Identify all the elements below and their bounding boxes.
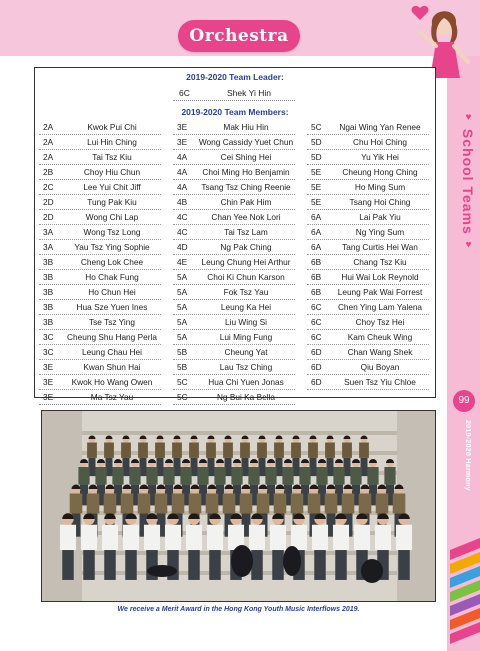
member-row <box>307 270 429 285</box>
member-row <box>307 300 429 315</box>
member-class: 5D <box>311 137 322 147</box>
member-name: Choi Ming Ho Benjamin <box>202 167 290 177</box>
member-name: Chin Pak Him <box>220 197 272 207</box>
member-row <box>39 270 161 285</box>
member-row <box>307 315 429 330</box>
member-row <box>307 165 429 180</box>
member-class: 3A <box>43 227 54 237</box>
members-column-2 <box>173 120 295 405</box>
member-name: Chan Yee Nok Lori <box>211 212 281 222</box>
member-row <box>39 360 161 375</box>
member-class: 2A <box>43 152 54 162</box>
member-row <box>307 135 429 150</box>
member-row <box>39 240 161 255</box>
leader-row <box>173 86 295 101</box>
member-name: Lui Hin Ching <box>87 137 137 147</box>
member-name: Choy Hiu Chun <box>83 167 141 177</box>
member-row <box>39 255 161 270</box>
member-class: 2A <box>43 122 54 132</box>
member-class: 4A <box>177 152 188 162</box>
member-row <box>173 225 295 240</box>
member-row <box>307 375 429 390</box>
member-name: Lau Tsz Ching <box>219 362 273 372</box>
member-class: 2C <box>43 182 54 192</box>
members-column-3 <box>307 120 429 390</box>
member-name: Wong Tsz Long <box>83 227 141 237</box>
member-row <box>39 330 161 345</box>
member-row <box>307 330 429 345</box>
team-photo-image <box>42 411 436 602</box>
member-name: Ng Pak Ching <box>220 242 272 252</box>
member-name: Hua Sze Yuen Ines <box>76 302 148 312</box>
photo-caption: We receive a Merit Award in the Hong Kong Youth Music Interflows 2019. <box>117 606 360 613</box>
member-name: Liu Wing Si <box>225 317 267 327</box>
member-row <box>307 240 429 255</box>
member-name: Ng Ying Sum <box>355 227 405 237</box>
member-row <box>39 390 161 405</box>
member-name: Cei Shing Hei <box>220 152 272 162</box>
member-class: 3B <box>43 302 54 312</box>
member-name: Tang Curtis Hei Wan <box>342 242 418 252</box>
member-class: 5C <box>177 392 188 402</box>
member-name: Chen Ying Lam Yalena <box>337 302 423 312</box>
year-vertical-label: 2019-2020 Harmony <box>464 420 471 491</box>
members-heading: 2019-2020 Team Members: <box>181 107 289 117</box>
member-name: Chu Hoi Ching <box>353 137 407 147</box>
member-class: 6A <box>311 227 322 237</box>
member-class: 4D <box>177 242 188 252</box>
member-row <box>173 255 295 270</box>
member-class: 2D <box>43 197 54 207</box>
member-row <box>39 180 161 195</box>
member-class: 3E <box>43 362 54 372</box>
member-name: Ma Tsz Yau <box>90 392 134 402</box>
member-row <box>39 375 161 390</box>
member-row <box>39 300 161 315</box>
member-name: Tung Pak Kiu <box>87 197 137 207</box>
member-class: 5A <box>177 287 188 297</box>
leader-class: 6C <box>179 88 190 98</box>
member-name: Chang Tsz Kiu <box>353 257 407 267</box>
member-row <box>307 345 429 360</box>
member-name: Tsang Tsz Ching Reenie <box>201 182 291 192</box>
member-name: Lai Pak Yiu <box>359 212 401 222</box>
member-row <box>39 315 161 330</box>
member-class: 3B <box>43 272 54 282</box>
member-class: 3E <box>177 122 188 132</box>
member-row <box>307 150 429 165</box>
member-class: 5C <box>177 377 188 387</box>
member-class: 3E <box>43 392 54 402</box>
member-row <box>173 390 295 405</box>
member-name: Yau Tsz Ying Sophie <box>74 242 150 252</box>
member-row <box>39 210 161 225</box>
leader-name: Shek Yi Hin <box>227 88 271 98</box>
members-column-1 <box>39 120 161 405</box>
member-name: Kwan Shun Hai <box>83 362 141 372</box>
member-row <box>307 120 429 135</box>
member-row <box>173 165 295 180</box>
section-vertical-title: ♥ School Teams ♥ <box>460 112 476 252</box>
member-name: Wong Chi Lap <box>85 212 139 222</box>
member-row <box>307 195 429 210</box>
member-row <box>173 360 295 375</box>
member-name: Cheung Shu Hang Perla <box>67 332 157 342</box>
member-name: Leung Chau Hei <box>82 347 142 357</box>
member-name: Fok Tsz Yau <box>223 287 269 297</box>
member-row <box>307 360 429 375</box>
member-row <box>39 225 161 240</box>
member-name: Leung Chung Hei Arthur <box>201 257 291 267</box>
member-class: 4C <box>177 212 188 222</box>
member-name: Ho Chun Hei <box>88 287 136 297</box>
member-row <box>39 165 161 180</box>
member-class: 4B <box>177 197 188 207</box>
member-class: 5A <box>177 302 188 312</box>
member-name: Ngai Wing Yan Renee <box>339 122 421 132</box>
member-row <box>173 195 295 210</box>
member-row <box>39 285 161 300</box>
member-name: Choy Tsz Hei <box>355 317 405 327</box>
member-class: 6D <box>311 377 322 387</box>
member-class: 2B <box>43 167 54 177</box>
member-name: Choi Ki Chun Karson <box>207 272 285 282</box>
member-name: Qiu Boyan <box>360 362 400 372</box>
member-class: 3E <box>177 137 188 147</box>
member-class: 3C <box>43 347 54 357</box>
member-name: Tsang Hoi Ching <box>349 197 411 207</box>
member-row <box>173 135 295 150</box>
member-class: 4C <box>177 227 188 237</box>
page-title: Orchestra <box>178 20 300 52</box>
member-class: 5A <box>177 272 188 282</box>
member-class: 3E <box>43 377 54 387</box>
member-class: 5B <box>177 362 188 372</box>
member-name: Kwok Ho Wang Owen <box>71 377 153 387</box>
member-class: 5E <box>311 167 322 177</box>
member-row <box>307 285 429 300</box>
member-row <box>307 210 429 225</box>
team-photo <box>41 410 436 602</box>
member-row <box>173 240 295 255</box>
member-row <box>173 300 295 315</box>
member-class: 6A <box>311 242 322 252</box>
member-class: 3A <box>43 242 54 252</box>
heart-icon: ♥ <box>463 239 474 252</box>
member-name: Leung Ka Hei <box>220 302 272 312</box>
member-row <box>173 180 295 195</box>
member-name: Ho Chak Fung <box>85 272 139 282</box>
member-class: 5A <box>177 332 188 342</box>
member-name: Tse Tsz Ying <box>89 317 135 327</box>
member-row <box>173 315 295 330</box>
member-class: 6B <box>311 272 322 282</box>
member-name: Cheng Lok Chee <box>80 257 144 267</box>
member-name: Wong Cassidy Yuet Chun <box>198 137 294 147</box>
member-class: 2D <box>43 212 54 222</box>
member-class: 6D <box>311 347 322 357</box>
member-class: 2A <box>43 137 54 147</box>
member-class: 3B <box>43 257 54 267</box>
member-class: 5E <box>311 197 322 207</box>
member-class: 6C <box>311 302 322 312</box>
member-name: Kwok Pui Chi <box>87 122 137 132</box>
rainbow-stripes-decoration <box>448 536 480 646</box>
member-row <box>173 345 295 360</box>
member-row <box>173 210 295 225</box>
member-class: 6C <box>311 332 322 342</box>
member-class: 3B <box>43 317 54 327</box>
member-class: 3B <box>43 287 54 297</box>
member-class: 6D <box>311 362 322 372</box>
member-name: Lee Yui Chit Jiff <box>83 182 141 192</box>
member-name: Ho Ming Sum <box>354 182 406 192</box>
member-class: 4E <box>177 257 188 267</box>
member-name: Hua Chi Yuen Jonas <box>208 377 284 387</box>
member-row <box>307 225 429 240</box>
heart-icon: ♥ <box>463 112 474 125</box>
member-row <box>39 195 161 210</box>
member-row <box>173 270 295 285</box>
member-class: 3C <box>43 332 54 342</box>
member-class: 5C <box>311 122 322 132</box>
member-row <box>173 120 295 135</box>
member-class: 4A <box>177 167 188 177</box>
member-name: Mak Hiu Hin <box>223 122 269 132</box>
member-row <box>39 150 161 165</box>
member-row <box>173 375 295 390</box>
member-row <box>39 120 161 135</box>
member-class: 6B <box>311 287 322 297</box>
member-row <box>39 345 161 360</box>
member-row <box>173 150 295 165</box>
leader-heading: 2019-2020 Team Leader: <box>186 72 284 82</box>
member-class: 6A <box>311 212 322 222</box>
member-class: 6C <box>311 317 322 327</box>
member-name: Suen Tsz Yiu Chloe <box>344 377 416 387</box>
member-class: 5E <box>311 182 322 192</box>
member-name: Leung Pak Wai Forrest <box>337 287 423 297</box>
member-class: 5A <box>177 317 188 327</box>
member-row <box>307 255 429 270</box>
member-name: Cheung Hong Ching <box>342 167 418 177</box>
member-class: 5D <box>311 152 322 162</box>
member-name: Tai Tsz Kiu <box>92 152 132 162</box>
member-class: 5B <box>177 347 188 357</box>
member-name: Cheung Yat <box>224 347 268 357</box>
member-class: 6B <box>311 257 322 267</box>
member-name: Lui Ming Fung <box>219 332 273 342</box>
member-row <box>173 285 295 300</box>
member-row <box>173 330 295 345</box>
member-name: Kam Cheuk Wing <box>347 332 413 342</box>
team-roster-box <box>34 67 436 402</box>
section-badge: 99 <box>453 390 475 412</box>
member-name: Chan Wang Shek <box>347 347 413 357</box>
member-class: 4A <box>177 182 188 192</box>
member-name: Ng Bui Ka Bella <box>216 392 276 402</box>
member-row <box>307 180 429 195</box>
member-row <box>39 135 161 150</box>
member-name: Tai Tsz Lam <box>224 227 268 237</box>
member-name: Hui Wai Lok Reynold <box>341 272 419 282</box>
member-name: Yu Yik Hei <box>361 152 399 162</box>
